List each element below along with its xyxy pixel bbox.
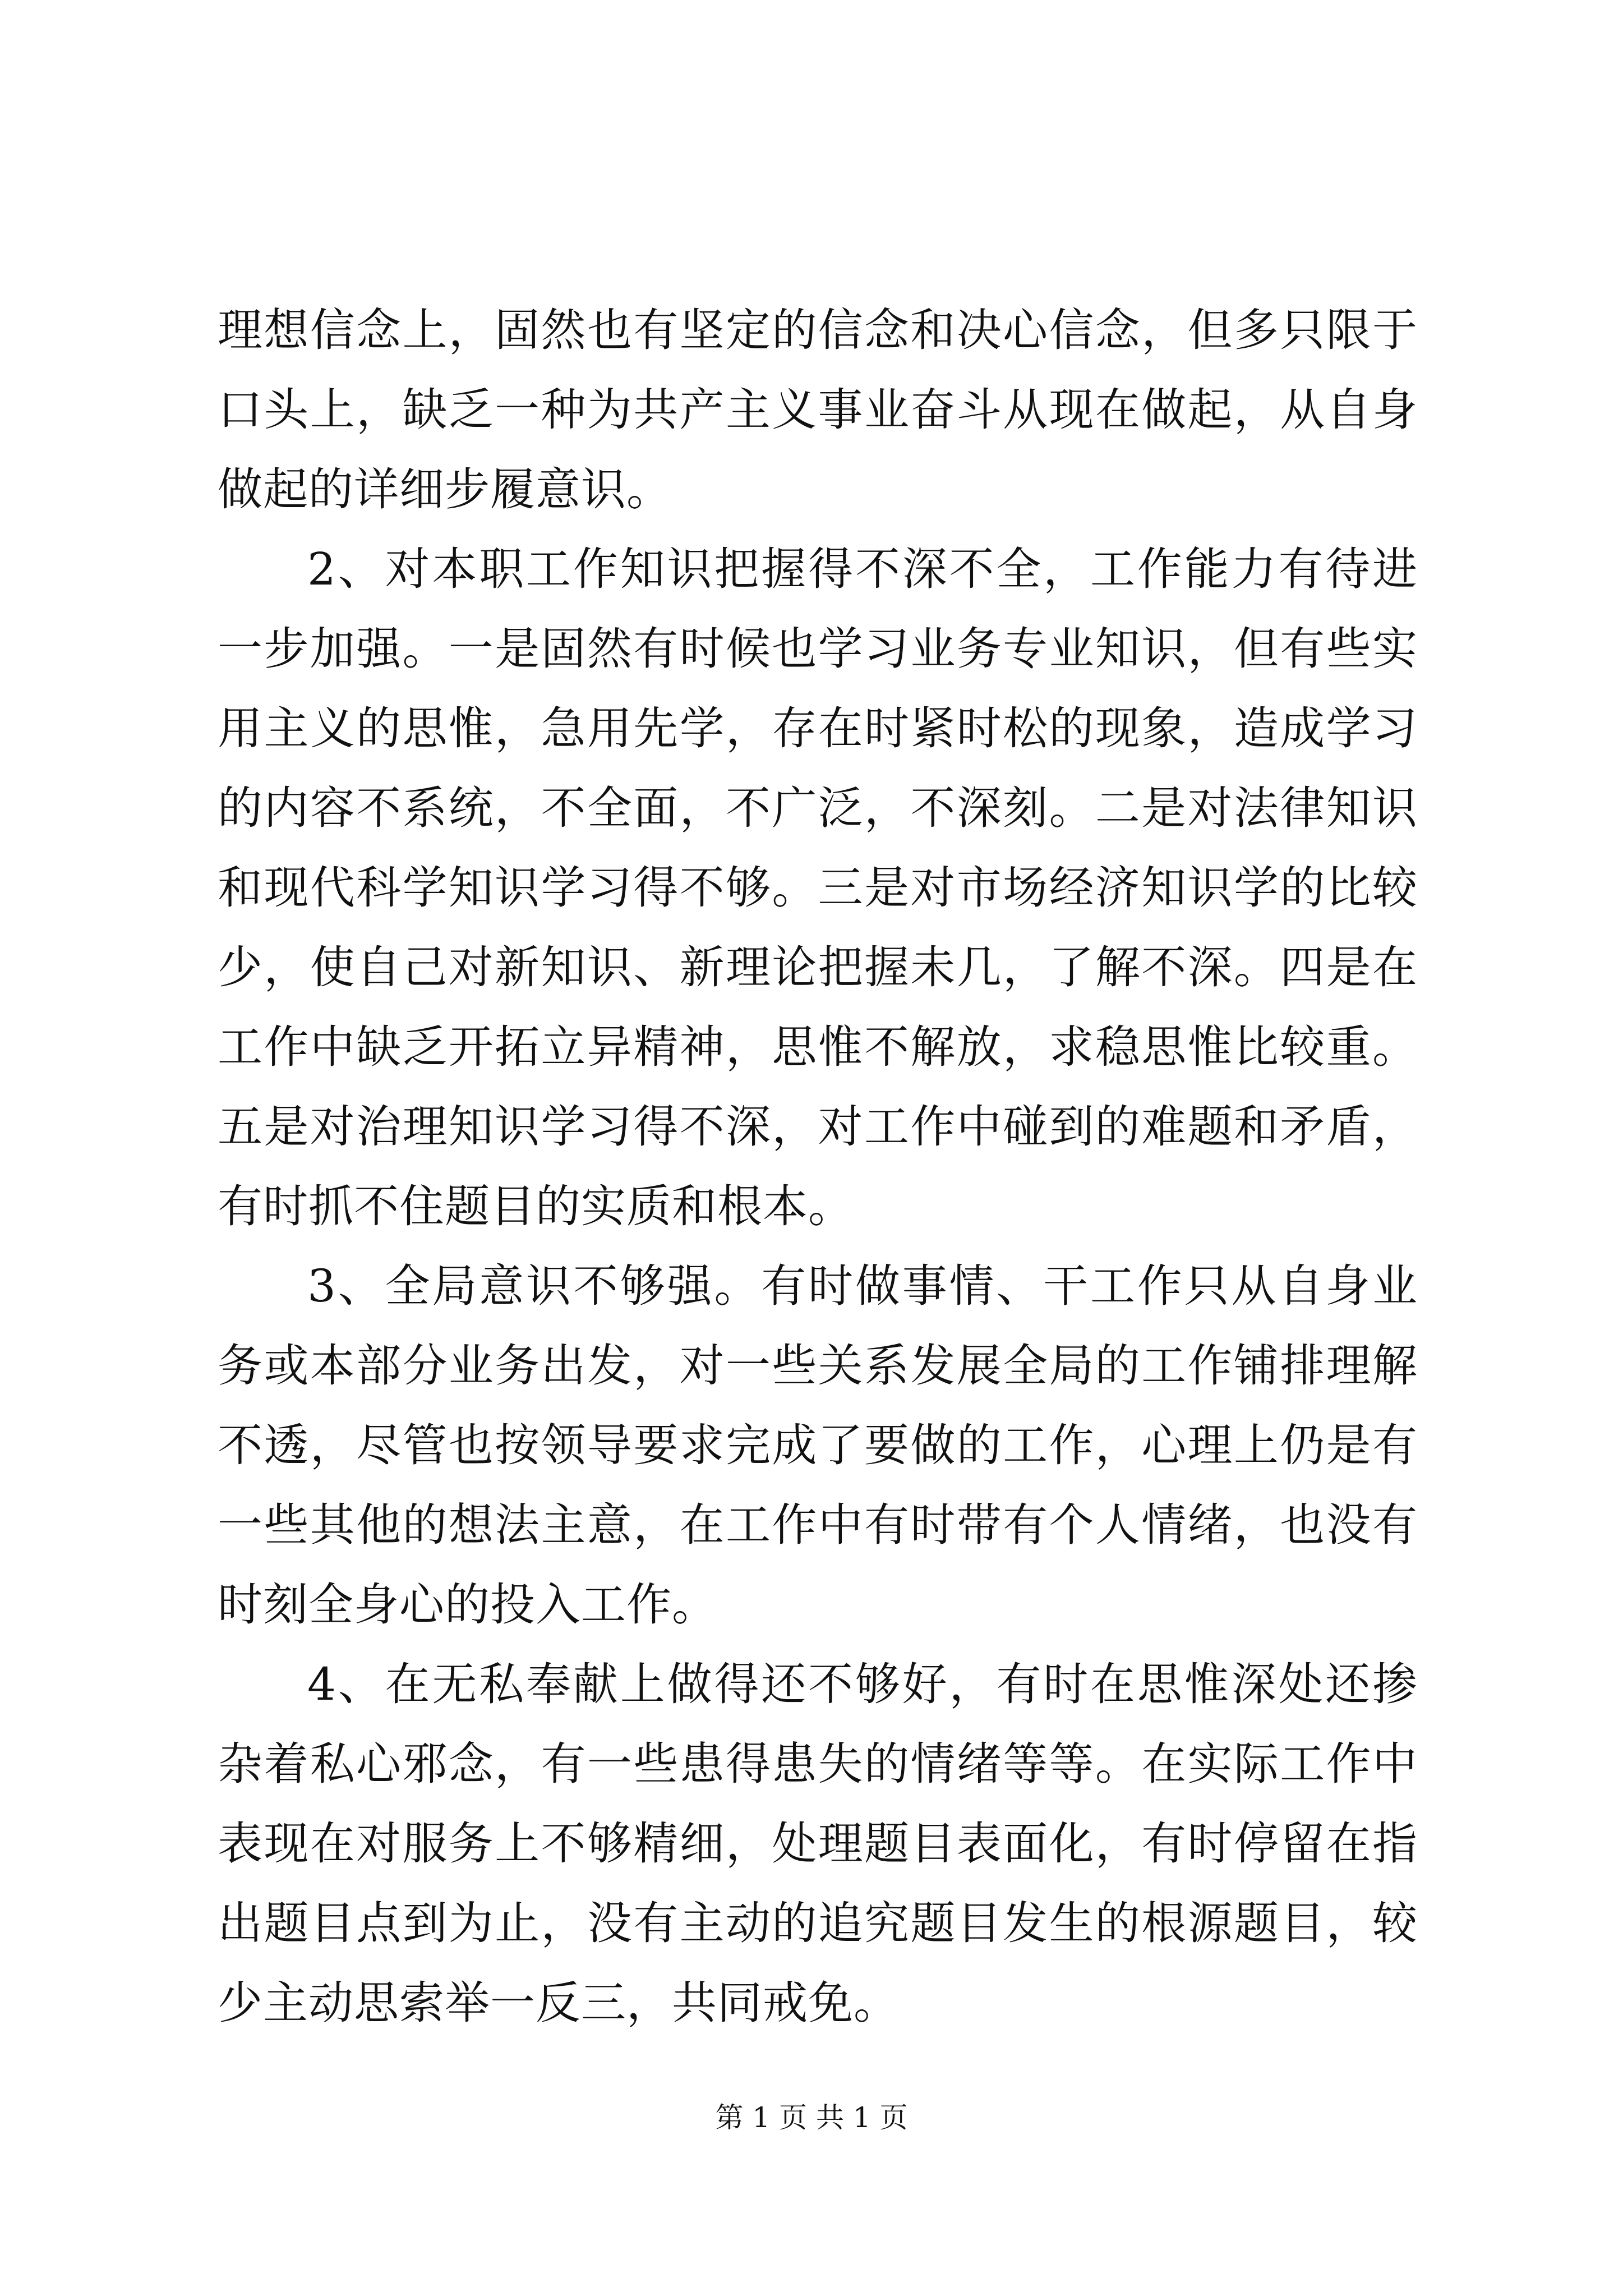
paragraph-1: 理想信念上，固然也有坚定的信念和决心信念，但多只限于口头上，缺乏一种为共产主义事业奋斗从现在做起，从自身做起的详细步履意识。 (218, 304, 1418, 516)
page-footer: 第 1 页 共 1 页 (715, 2101, 908, 2134)
paragraph-4: 4、在无私奉献上做得还不够好，有时在思惟深处还掺杂着私心邪念，有一些患得患失的情绪等等。在实际工作中表现在对服务上不够精细，处理题目表面化，有时停留在指出题目点到为止，没有主动的追究题目发生的根源题目，较少主动思索举一反三，共同戒免。 (218, 1658, 1418, 2029)
document-body (218, 291, 1418, 2043)
paragraph-2: 2、对本职工作知识把握得不深不全，工作能力有待进一步加强。一是固然有时候也学习业务专业知识，但有些实用主义的思惟，急用先学，存在时紧时松的现象，造成学习的内容不系统，不全面，不广泛，不深刻。二是对法律知识和现代科学知识学习得不够。三是对市场经济知识学的比较少，使自己对新知识、新理论把握未几，了解不深。四是在工作中缺乏开拓立异精神，思惟不解放，求稳思惟比较重。五是对治理知识学习得不深，对工作中碰到的难题和矛盾，有时抓不住题目的实质和根本。 (218, 543, 1418, 1232)
paragraph-3: 3、全局意识不够强。有时做事情、干工作只从自身业务或本部分业务出发，对一些关系发展全局的工作铺排理解不透，尽管也按领导要求完成了要做的工作，心理上仍是有一些其他的想法主意，在工作中有时带有个人情绪，也没有时刻全身心的投入工作。 (218, 1260, 1418, 1631)
